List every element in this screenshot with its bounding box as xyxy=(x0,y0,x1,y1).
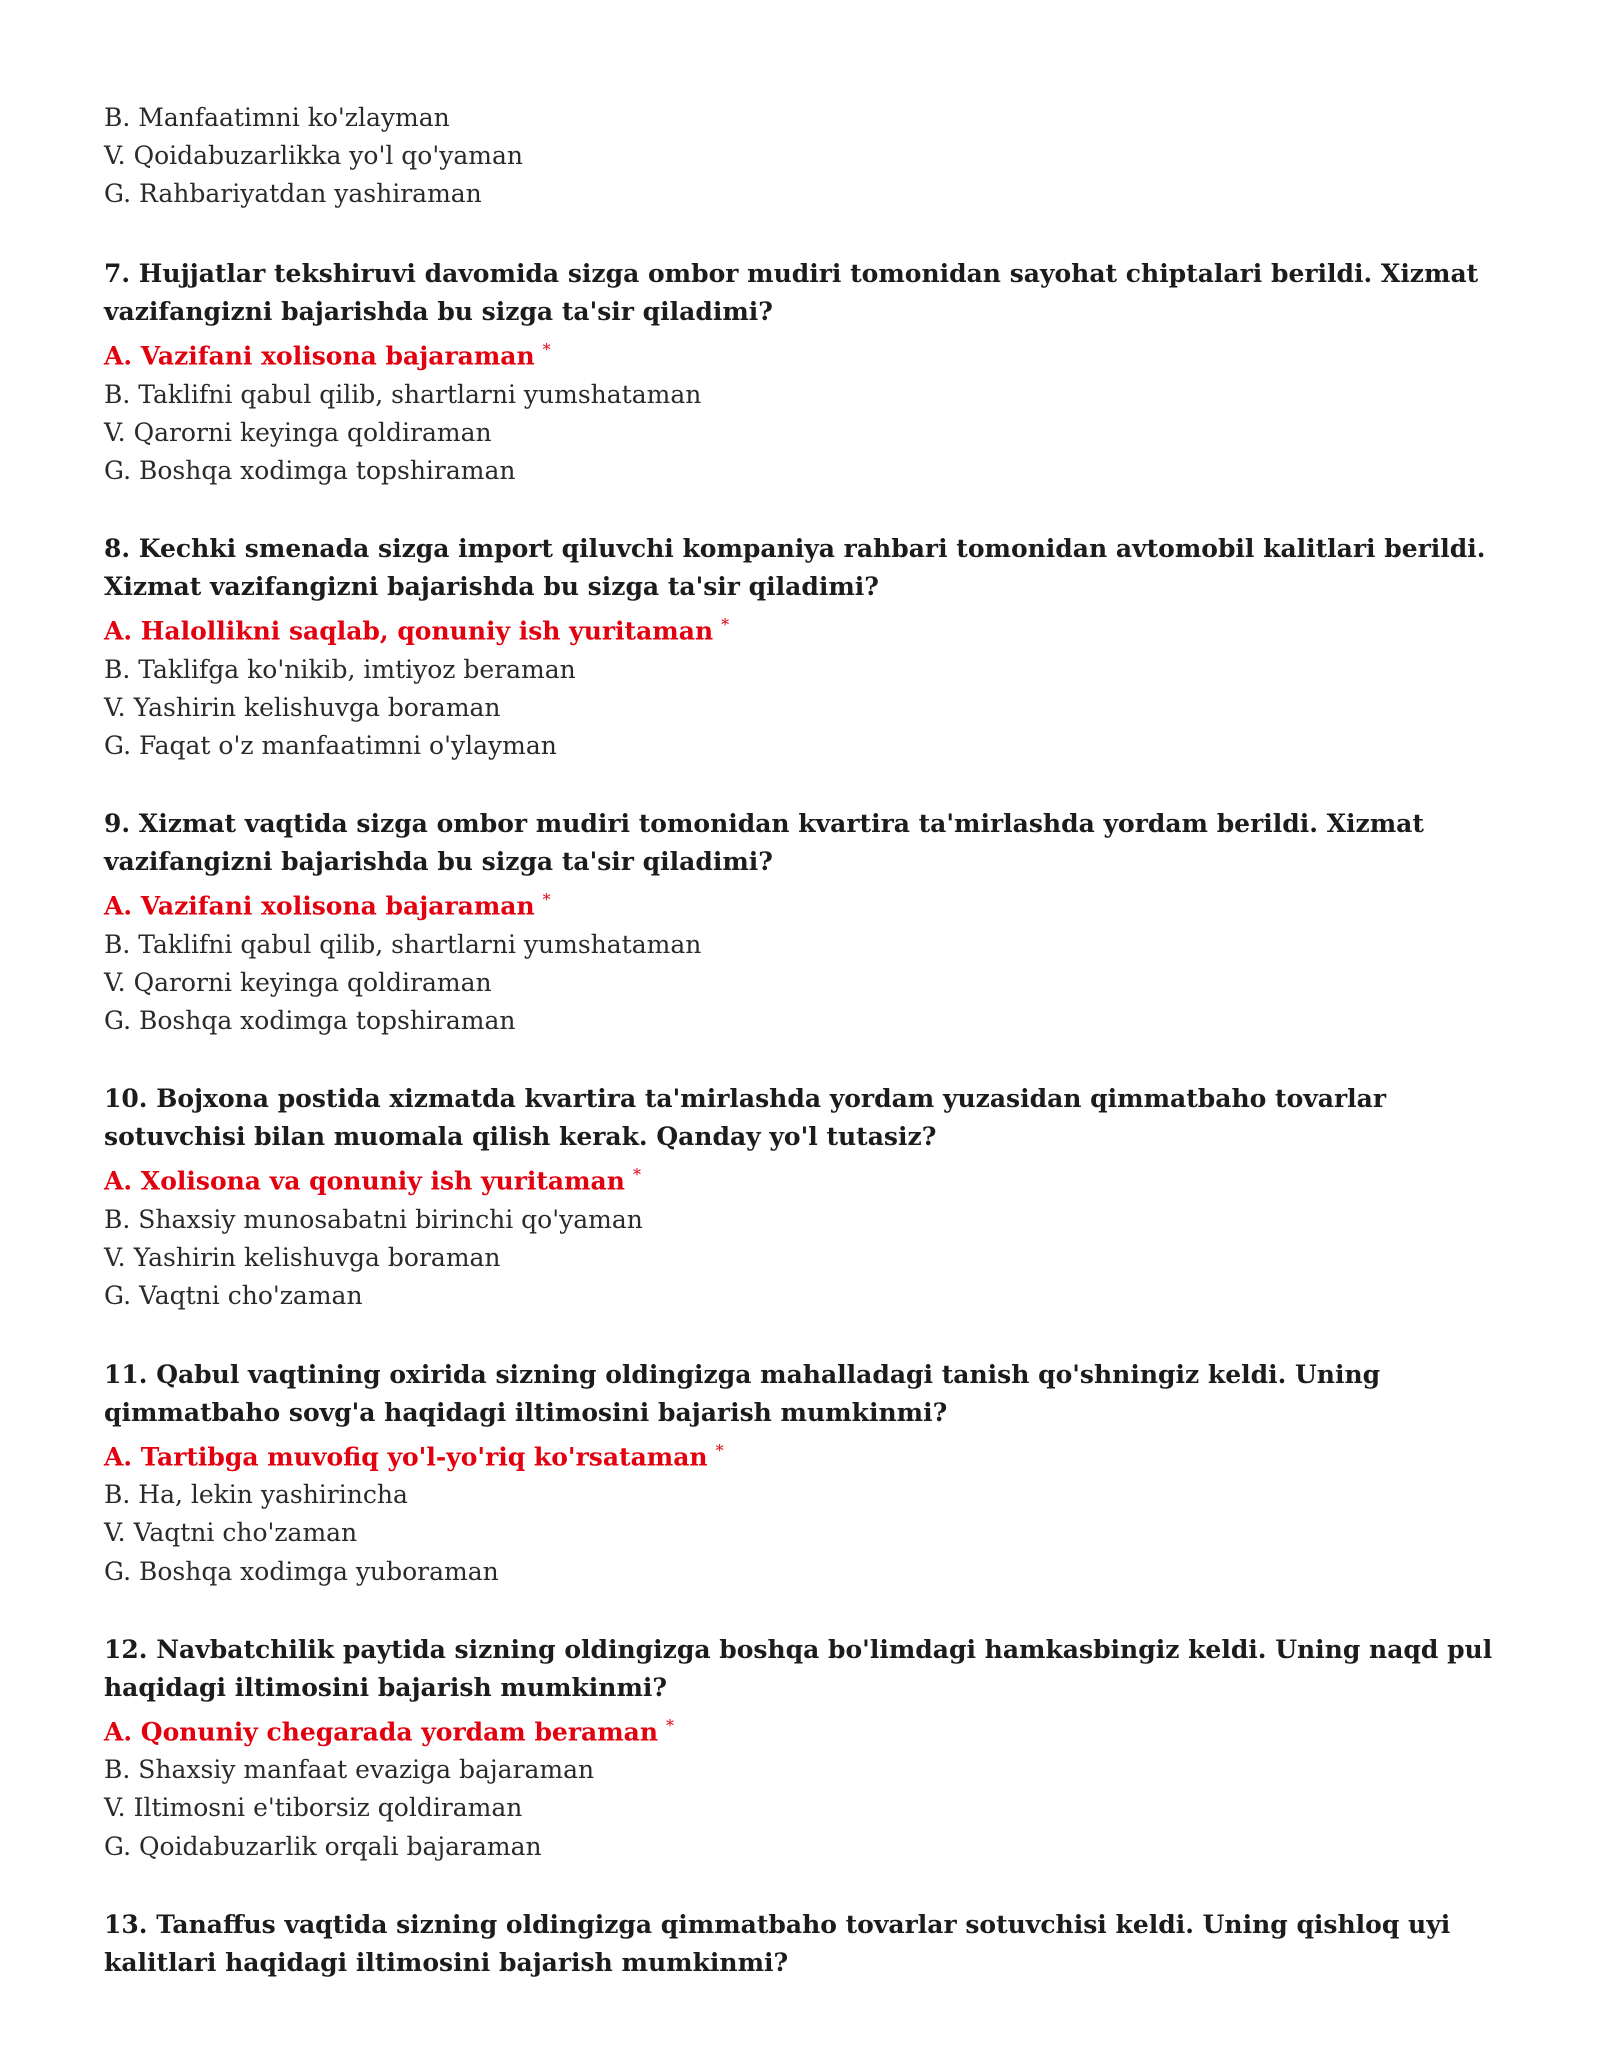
question-text: 10. Bojxona postida xizmatda kvartira ta'mirlashda yordam yuzasidan qimmatbaho tovarlar sotuvchisi bilan muomala qilish kerak. Qanday yo'l tutasiz? xyxy=(104,1084,1387,1152)
correct-mark: * xyxy=(632,1165,641,1185)
question-13 xyxy=(104,1906,1504,1982)
answer-option: V. Yashirin kelishuvga boraman xyxy=(104,692,501,722)
correct-answer-label: A. Halollikni saqlab, qonuniy ish yuritaman xyxy=(104,616,714,646)
answer-option: G. Boshqa xodimga yuboraman xyxy=(104,1556,499,1586)
question-text: 11. Qabul vaqtining oxirida sizning oldingizga mahalladagi tanish qo'shningiz keldi. Uning qimmatbaho sovg'a haqidagi iltimosini bajarish mumkinmi? xyxy=(104,1359,1381,1427)
question-text: 8. Kechki smenada sizga import qiluvchi kompaniya rahbari tomonidan avtomobil kalitlari berildi. Xizmat vazifangizni bajarishda bu sizga ta'sir qiladimi? xyxy=(104,534,1486,602)
correct-mark: * xyxy=(715,1440,724,1460)
answer-option: G. Qoidabuzarlik orqali bajaraman xyxy=(104,1831,542,1861)
answer-option: V. Qoidabuzarlikka yo'l qo'yaman xyxy=(104,141,523,171)
question-text: 9. Xizmat vaqtida sizga ombor mudiri tomonidan kvartira ta'mirlashda yordam berildi. Xizmat vazifangizni bajarishda bu sizga ta'sir qiladimi? xyxy=(104,809,1424,877)
correct-answer xyxy=(104,1156,1504,1201)
correct-answer xyxy=(104,606,1504,651)
answer-option: B. Taklifni qabul qilib, shartlarni yumshataman xyxy=(104,379,702,409)
answer-option: B. Shaxsiy manfaat evaziga bajaraman xyxy=(104,1755,595,1785)
question-text: 12. Navbatchilik paytida sizning oldingizga boshqa bo'limdagi hamkasbingiz keldi. Uning naqd pul haqidagi iltimosini bajarish mumkinmi? xyxy=(104,1634,1493,1702)
question-12 xyxy=(104,1631,1504,1866)
answer-option: V. Qarorni keyinga qoldiraman xyxy=(104,417,492,447)
answer-option: G. Vaqtni cho'zaman xyxy=(104,1281,363,1311)
answer-option: V. Vaqtni cho'zaman xyxy=(104,1518,358,1548)
answer-option: V. Yashirin kelishuvga boraman xyxy=(104,1243,501,1273)
correct-answer xyxy=(104,881,1504,926)
question-9 xyxy=(104,805,1504,1040)
answer-option: V. Qarorni keyinga qoldiraman xyxy=(104,968,492,998)
question-8 xyxy=(104,530,1504,765)
question-10 xyxy=(104,1080,1504,1315)
question-list xyxy=(104,255,1504,2022)
question-text: 13. Tanaffus vaqtida sizning oldingizga qimmatbaho tovarlar sotuvchisi keldi. Uning qishloq uyi kalitlari haqidagi iltimosini bajarish mumkinmi? xyxy=(104,1909,1451,1977)
answer-option: B. Shaxsiy munosabatni birinchi qo'yaman xyxy=(104,1204,643,1234)
correct-mark: * xyxy=(542,340,551,359)
answer-option: B. Manfaatimni ko'zlayman xyxy=(104,103,450,132)
correct-answer xyxy=(104,1432,1504,1477)
answer-option: G. Rahbariyatdan yashiraman xyxy=(104,179,482,209)
answer-option: G. Boshqa xodimga topshiraman xyxy=(104,455,516,485)
correct-mark: * xyxy=(721,615,730,635)
correct-answer-label: A. Tartibga muvofiq yo'l-yo'riq ko'rsataman xyxy=(104,1441,708,1471)
answer-option: G. Faqat o'z manfaatimni o'ylayman xyxy=(104,731,557,761)
correct-answer-label: A. Vazifani xolisona bajaraman xyxy=(104,341,535,371)
question-text: 7. Hujjatlar tekshiruvi davomida sizga ombor mudiri tomonidan sayohat chiptalari berildi. Xizmat vazifangizni bajarishda bu sizga ta'sir qiladimi? xyxy=(104,259,1479,326)
answer-option: B. Ha, lekin yashirincha xyxy=(104,1480,408,1510)
answer-option: G. Boshqa xodimga topshiraman xyxy=(104,1006,516,1036)
question-11 xyxy=(104,1356,1504,1591)
answer-option: V. Iltimosni e'tiborsiz qoldiraman xyxy=(104,1793,523,1823)
correct-mark: * xyxy=(666,1715,675,1735)
answer-option: B. Taklifga ko'nikib, imtiyoz beraman xyxy=(104,654,576,684)
correct-answer-label: A. Xolisona va qonuniy ish yuritaman xyxy=(104,1166,625,1196)
correct-mark: * xyxy=(542,890,551,910)
correct-answer xyxy=(104,331,1504,376)
correct-answer-label: A. Vazifani xolisona bajaraman xyxy=(104,891,535,921)
question-7 xyxy=(104,255,1504,490)
correct-answer xyxy=(104,1707,1504,1752)
previous-question-options xyxy=(104,99,1504,214)
answer-option: B. Taklifni qabul qilib, shartlarni yumshataman xyxy=(104,929,702,959)
correct-answer-label: A. Qonuniy chegarada yordam beraman xyxy=(104,1717,659,1747)
